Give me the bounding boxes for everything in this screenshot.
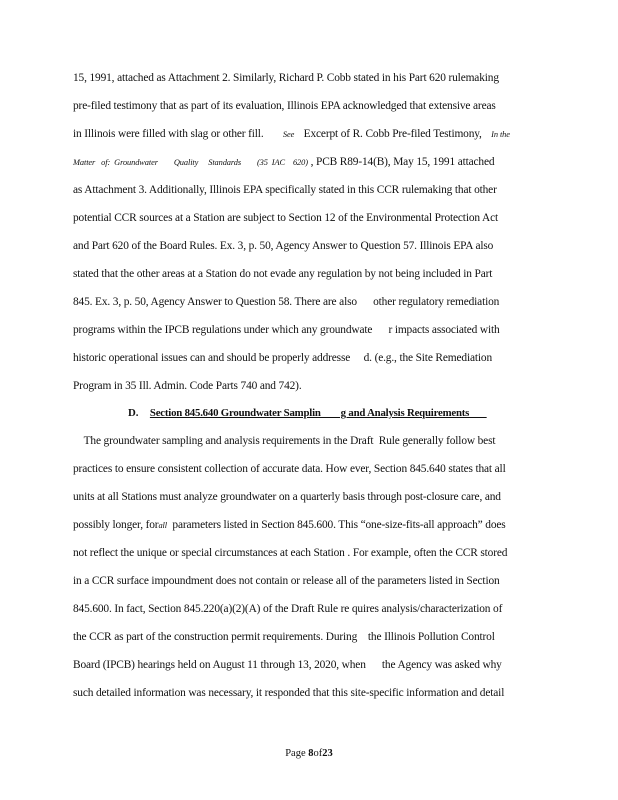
body-line-20: the CCR as part of the construction permit requirements. During the Illinois Pollution Control (73, 631, 495, 643)
section-heading-title: Section 845.640 Groundwater Samplin g and Analysis Requirements (149, 407, 487, 419)
section-heading-label: D. (128, 407, 139, 419)
case-name-start: In the (491, 130, 510, 139)
body-line-11: historic operational issues can and should be properly addresse d. (e.g., the Site Remediation (73, 352, 492, 364)
body-line-3 (73, 124, 553, 144)
body-line-2: pre-filed testimony that as part of its evaluation, Illinois EPA acknowledged that extensive areas (73, 100, 496, 112)
body-line-21: Board (IPCB) hearings held on August 11 through 13, 2020, when the Agency was asked why (73, 659, 502, 671)
footer-total-pages: 23 (322, 748, 333, 759)
body-line-15: units at all Stations must analyze groundwater on a quarterly basis through post-closure care, and (73, 491, 501, 503)
line3-rest: Excerpt of R. Cobb Pre-filed Testimony, (303, 128, 482, 140)
body-line-1: 15, 1991, attached as Attachment 2. Similarly, Richard P. Cobb stated in his Part 620 rulemaking (73, 72, 499, 84)
page-footer (0, 745, 618, 763)
footer-page-number: 8 (308, 748, 314, 759)
line3-text: in Illinois were filled with slag or other fill. (73, 128, 264, 140)
body-line-5: as Attachment 3. Additionally, Illinois EPA specifically stated in this CCR rulemaking that other (73, 184, 497, 196)
footer-page-word: Page (285, 748, 306, 759)
body-line-9: 845. Ex. 3, p. 50, Agency Answer to Question 58. There are also other regulatory remediation (73, 296, 500, 308)
body-line-13: The groundwater sampling and analysis requirements in the Draft Rule generally follow best (73, 435, 496, 447)
body-line-10: programs within the IPCB regulations under which any groundwate r impacts associated with (73, 324, 500, 336)
line-all-italic: all (158, 521, 167, 530)
line-all-post: parameters listed in Section 845.600. This “one-size-fits-all approach” does (167, 519, 506, 531)
footer-of-word: of (313, 748, 323, 759)
body-line-4 (73, 152, 553, 172)
body-line-19: 845.600. In fact, Section 845.220(a)(2)(A) of the Draft Rule re quires analysis/characterization of (73, 603, 503, 615)
body-line-7: and Part 620 of the Board Rules. Ex. 3, p. 50, Agency Answer to Question 57. Illinois EPA also (73, 240, 494, 252)
body-line-22: such detailed information was necessary, it responded that this site-specific information and detail (73, 687, 505, 699)
body-line-16 (73, 515, 553, 535)
body-line-8: stated that the other areas at a Station do not evade any regulation by not being included in Part (73, 268, 493, 280)
body-line-14: practices to ensure consistent collection of accurate data. How ever, Section 845.640 states that all (73, 463, 506, 475)
body-line-17: not reflect the unique or special circumstances at each Station . For example, often the CCR stored (73, 547, 508, 559)
body-line-18: in a CCR surface impoundment does not contain or release all of the parameters listed in Section (73, 575, 500, 587)
line4-text: , PCB R89-14(B), May 15, 1991 attached (310, 156, 495, 168)
line-all-pre: possibly longer, for (73, 519, 159, 531)
body-line-12: Program in 35 Ill. Admin. Code Parts 740 and 742). (73, 380, 302, 392)
body-line-6: potential CCR sources at a Station are subject to Section 12 of the Environmental Protection Act (73, 212, 498, 224)
see-signal: See (282, 130, 295, 139)
case-name: Matter of: Groundwater Quality Standards (35 IAC 620) (73, 158, 308, 167)
section-heading (128, 403, 487, 423)
